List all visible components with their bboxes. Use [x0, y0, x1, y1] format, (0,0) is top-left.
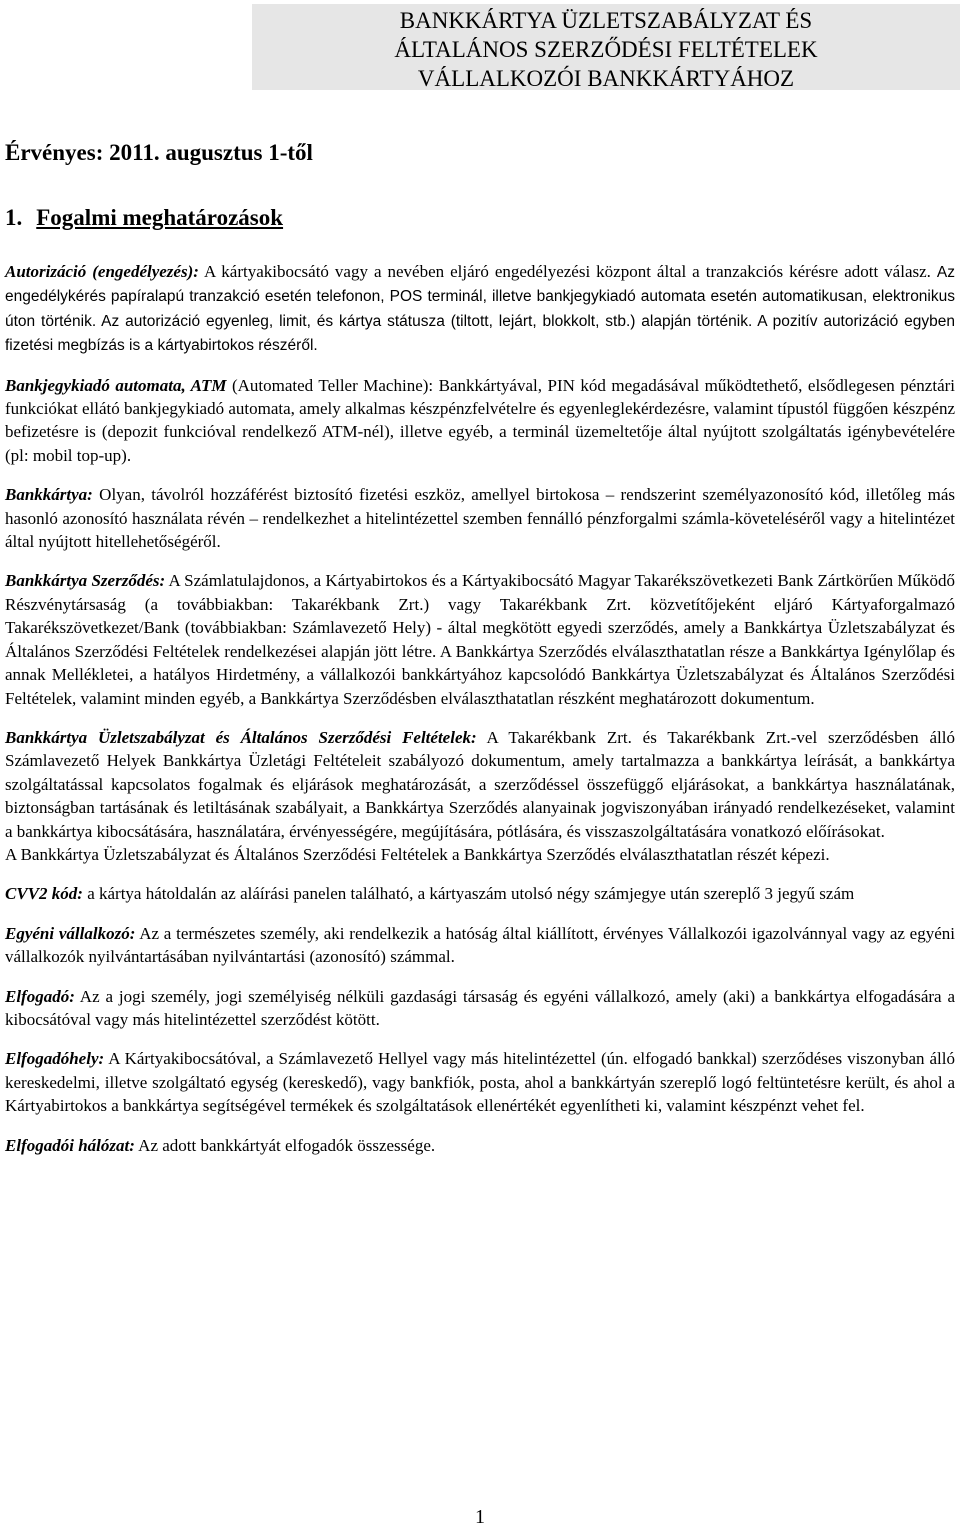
definition-szerzodes: [5, 569, 955, 709]
definition-text: A Takarékbank Zrt. és Takarékbank Zrt.-vel szerződésben álló Számlavezető Helyek Bankkártya Üzletági Feltételeit szabályozó dokumentum, amely tartalmazza a bankkártya leírását, a bankkártya szolgáltatással kapcsolatos fogalmak és eljárások meghatározását, a szerződéssel összefüggő eljárásokat, a bankkártya használatának, biztonságban tartásának és letiltásának szabályait, a Bankkártya Szerződés alanyainak jogviszonyában irányadó rendelkezéseket, valamint a bankkártya kibocsátására, használatára, érvényességére, megújítására, pótlására, és visszaszolgáltatására vonatkozó előírásokat.: [5, 727, 955, 841]
definition-text: Az adott bankkártyát elfogadók összessége.: [134, 1135, 436, 1155]
definition-autorizacio: [5, 260, 955, 358]
definition-text-2: Az engedélykérés papíralapú tranzakció esetén telefonon, POS terminál, illetve bankjegykiadó automata esetén automatikusan, elektronikus úton történik. Az autorizáció egyenleg, limit, és kártya státusza (tiltott, lejárt, blokkolt, stb.) alapján történik. A pozitív autorizáció egyben fizetési megbízás is a kártyabirtokos részéről.: [5, 264, 955, 355]
definition-text: Az a jogi személy, jogi személyiség nélküli gazdasági társaság és egyéni vállalkozó, amely (aki) a bankkártya elfogadására a kibocsátóval vagy más hitelintézettel szerződést kötött.: [5, 986, 955, 1029]
validity-date: Érvényes: 2011. augusztus 1-től: [5, 140, 313, 165]
definition-atm: [5, 374, 955, 468]
definition-term: Autorizáció (engedélyezés):: [5, 262, 199, 281]
definition-text: Az a természetes személy, aki rendelkezik a hatóság által kiállított, érvényes Vállalkozói igazolvánnyal vagy az egyéni vállalkozók nyilvántartásában nyilvántartási (azonosító) számmal.: [5, 923, 955, 967]
page-number: 1: [475, 1506, 485, 1528]
definition-text: A Kártyakibocsátóval, a Számlavezető Hellyel vagy más hitelintézettel (ún. elfogadó bankkal) szerződéses viszonyban álló kereskedelmi, illetve szolgáltató egység (kereskedő), vagy bankfiók, posta, ahol a bankkártyán szereplő logó feltüntetésre került, és ahol a Kártyabirtokos a bankkártya segítségével termékek és szolgáltatások ellenértékét egyenlítheti ki, valamint készpénzt vehet fel.: [5, 1049, 955, 1116]
definition-term: Bankkártya:: [5, 485, 93, 505]
definition-egyeni-vallalkozo: [5, 922, 955, 969]
title-line-2: ÁLTALÁNOS SZERZŐDÉSI FELTÉTELEK: [394, 37, 818, 62]
definition-text: (Automated Teller Machine): Bankkártyával, PIN kód megadásával működtethető, elsődlegesen pénztári funkciókat ellátó bankjegykiadó automata, amely alkalmas készpénzfelvételre és egyenleglekérdezésre, valamint típustól függően készpénz befizetésre is (depozit funkcióval rendelkező ATM-nél), illetve egyéb, a terminál üzemeltetője által nyújtott szolgáltatás igénybevételére (pl: mobil top-up).: [5, 375, 956, 465]
section-title: Fogalmi meghatározások: [36, 205, 284, 230]
document-body: [5, 260, 955, 1157]
definition-term: Bankjegykiadó automata, ATM: [5, 375, 227, 395]
definition-text: a kártya hátoldalán az aláírási panelen található, a kártyaszám utolsó négy számjegye után szereplő 3 jegyű szám: [82, 884, 855, 904]
definition-bankkartya: [5, 483, 955, 553]
definition-term: Egyéni vállalkozó:: [5, 923, 136, 943]
definition-term: Bankkártya Szerződés:: [5, 571, 166, 591]
definition-term: Bankkártya Üzletszabályzat és Általános Szerződési Feltételek:: [5, 727, 477, 747]
title-box: [252, 4, 960, 90]
definition-term: Elfogadóhely:: [5, 1049, 105, 1069]
section-number: 1.: [5, 205, 23, 230]
definition-term: CVV2 kód:: [5, 884, 83, 904]
definition-text: Olyan, távolról hozzáférést biztosító fizetési eszköz, amellyel birtokosa – rendszerint személyazonosító kód, illetőleg más hasonló azonosító használata révén – rendelkezhet a hitelintézettel szemben fennálló pénzforgalmi számla-követeléséről vagy a hitelintézet által nyújtott hitellehetőségéről.: [5, 485, 955, 552]
definition-cvv2: [5, 882, 955, 905]
title-line-1: BANKKÁRTYA ÜZLETSZABÁLYZAT ÉS: [399, 8, 813, 33]
definition-text: A Számlatulajdonos, a Kártyabirtokos és a Kártyakibocsátó Magyar Takarékszövetkezeti Bank Zártkörűen Működő Részvénytársaság (a továbbiakban: Takarékbank Zrt.) vagy Takarékbank Zrt. közvetítőjeként eljáró Kártyaforgalmazó Takarékszövetkezet/Bank (továbbiakban: Számlavezető Hely) - által megkötött egyedi szerződés, amely a Bankkártya Üzletszabályzat és Általános Szerződési Feltételek rendelkezései alapján jött létre. A Bankkártya Szerződés elválaszthatatlan része a Bankkártya Igénylőlap és annak Mellékletei, a hatályos Hirdetmény, a vállalkozói bankkártyához kapcsolódó Bankkártya Üzletszabályzat és Általános Szerződési Feltételek, valamint minden egyéb, a Bankkártya Szerződésben elválaszthatatlan részként meghatározott dokumentum.: [5, 571, 955, 708]
definition-text: A kártyakibocsátó vagy a nevében eljáró engedélyezési központ által a tranzakciós kérésre adott válasz.: [198, 262, 937, 281]
definition-term: Elfogadói hálózat:: [5, 1135, 135, 1155]
definition-elfogadohely: [5, 1047, 955, 1117]
definition-term: Elfogadó:: [5, 986, 75, 1006]
section-heading: [5, 205, 283, 231]
title-line-3: VÁLLALKOZÓI BANKKÁRTYÁHOZ: [417, 66, 795, 91]
definition-uzletszabalyzat: [5, 726, 955, 843]
definition-uzletszabalyzat-2: A Bankkártya Üzletszabályzat és Általános Szerződési Feltételek a Bankkártya Szerződés elválaszthatatlan részét képezi.: [5, 844, 830, 864]
definition-elfogadoi-halozat: [5, 1134, 955, 1157]
definition-elfogado: [5, 985, 955, 1032]
